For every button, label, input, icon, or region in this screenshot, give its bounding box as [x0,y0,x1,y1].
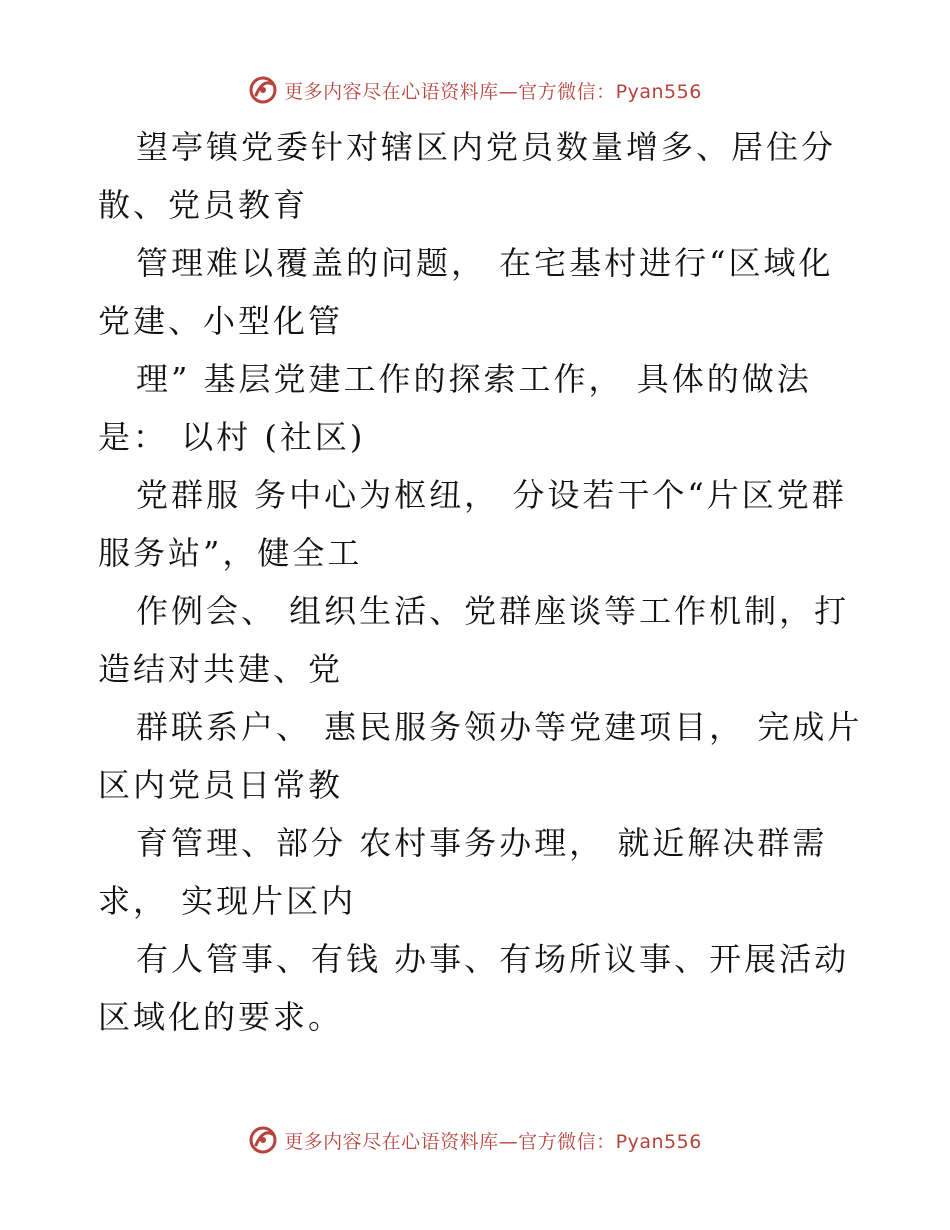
text-line: 作例会、 组织生活、党群座谈等工作机制，打 [136,592,850,630]
document-body [98,118,878,1046]
header-banner-text: 更多内容尽在心语资料库—官方微信：Pyan556 [284,80,702,103]
text-line: 有人管事、有钱 办事、有场所议事、开展活动 [136,940,850,978]
text-line: 党群服 务中心为枢纽， 分设若干个“片区党群 [136,476,847,514]
text-line: 求， 实现片区内 [98,882,357,920]
text-line: 服务站”，健全工 [98,534,363,572]
text-line: 理” 基层党建工作的探索工作， 具体的做法 [136,360,812,398]
header-watermark-banner [0,70,950,110]
text-line: 望亭镇党委针对辖区内党员数量增多、居住分 [136,128,837,166]
footer-watermark-banner [0,1120,950,1160]
text-line: 党建、小型化管 [98,302,344,340]
text-line: 散、党员教育 [98,186,309,224]
text-line: 育管理、部分 农村事务办理， 就近解决群需 [136,824,828,862]
text-line: 群联系户、 惠民服务领办等党建项目， 完成片 [136,708,863,746]
brand-logo-icon [248,1125,278,1155]
footer-banner-text: 更多内容尽在心语资料库—官方微信：Pyan556 [284,1130,702,1153]
text-line: 造结对共建、党 [98,650,344,688]
text-line: 管理难以覆盖的问题， 在宅基村进行“区域化 [136,244,834,282]
brand-logo-icon [248,75,278,105]
text-line: 区内党员日常教 [98,766,344,804]
text-line: 区域化的要求。 [98,998,344,1036]
text-line: 是： 以村 (社区) [98,418,366,456]
